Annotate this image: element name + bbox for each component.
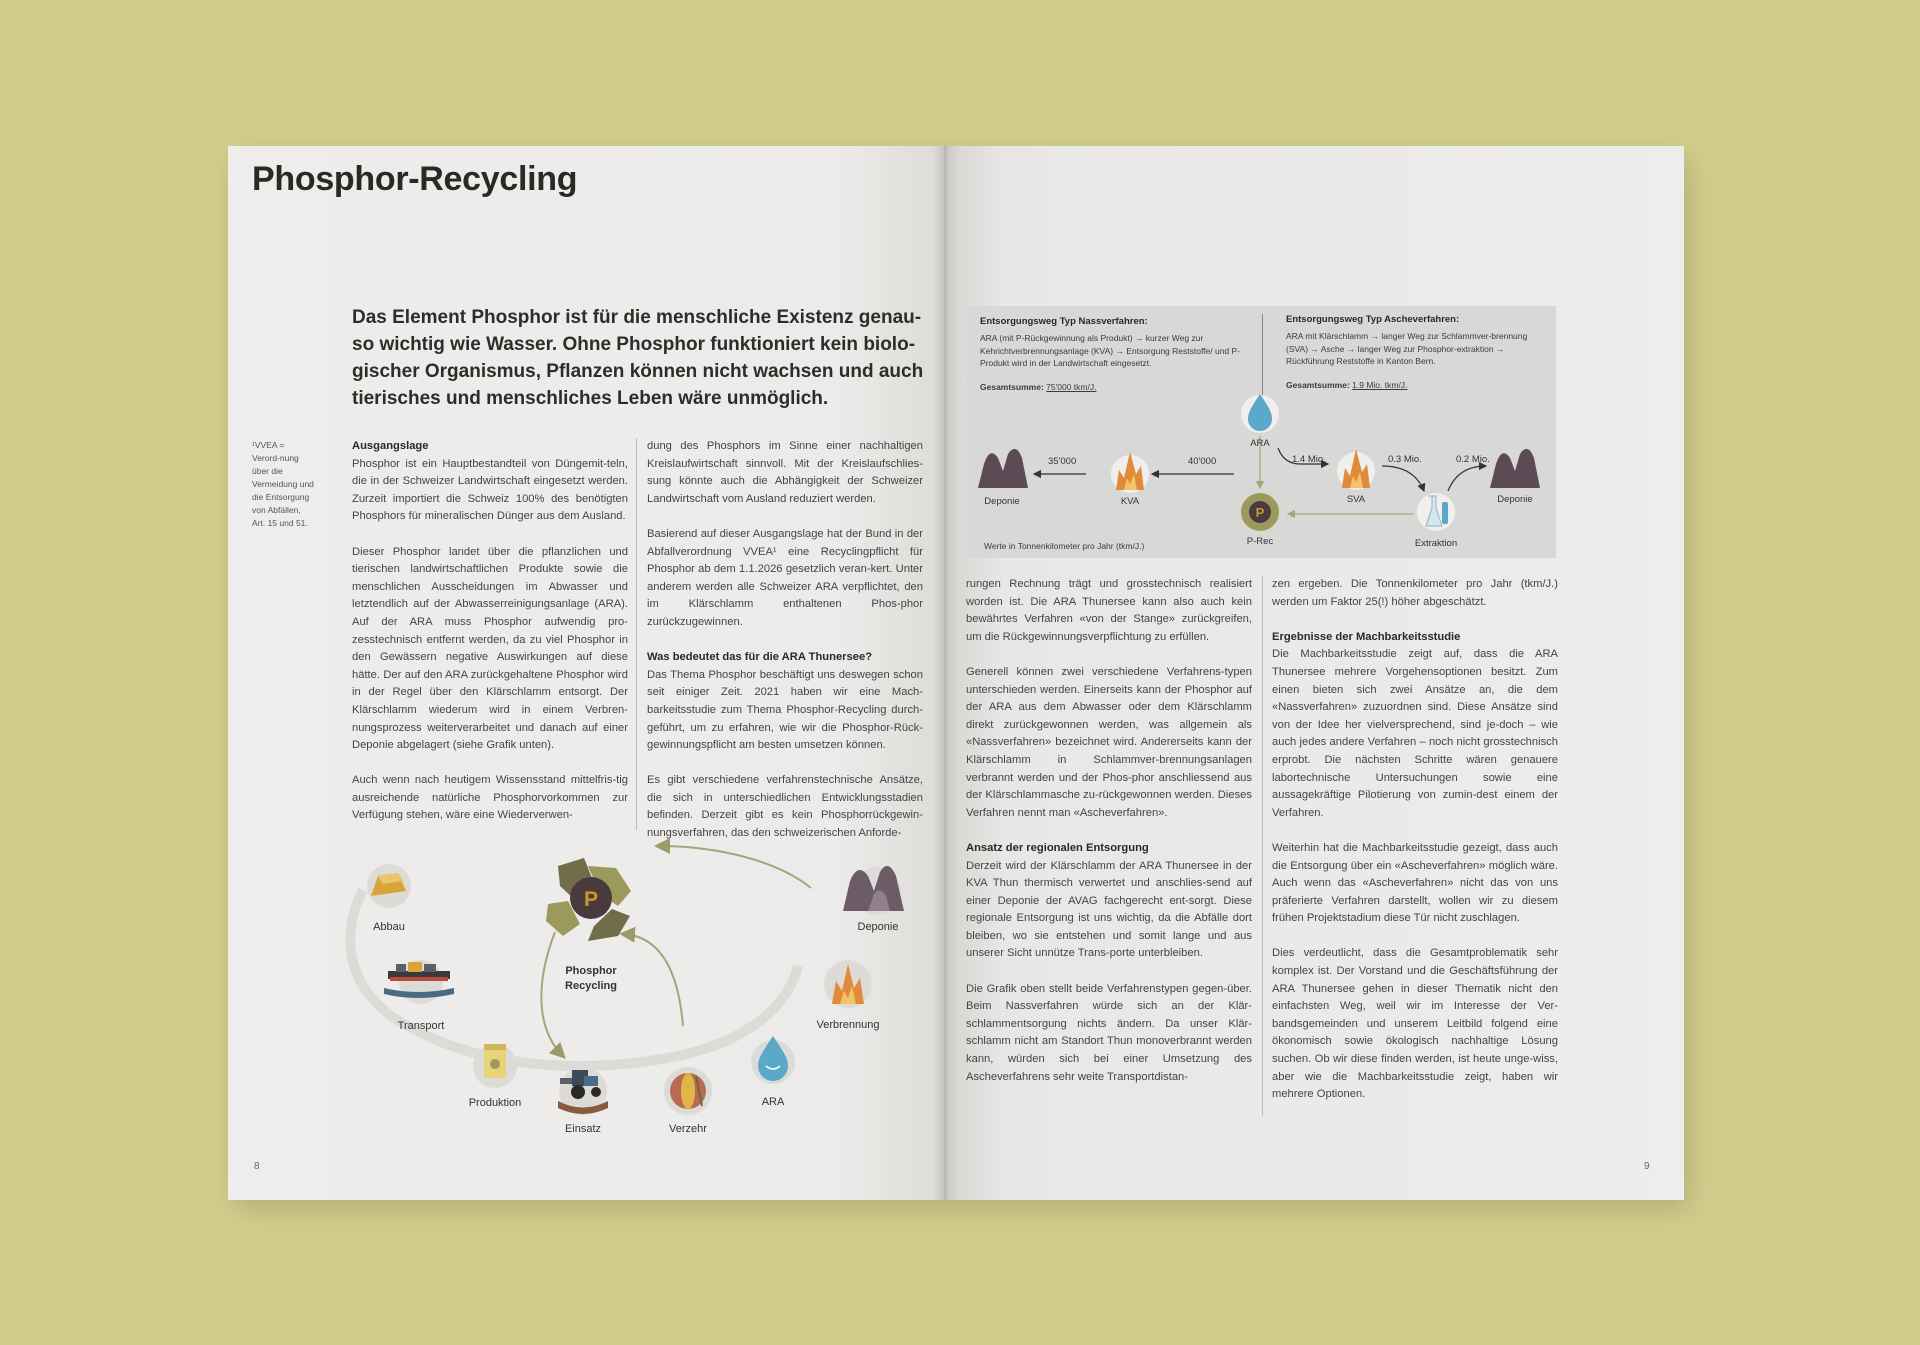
label-deponie: Deponie — [857, 921, 899, 933]
fertilizer-bag-icon — [473, 1044, 517, 1088]
paragraph: Die Grafik oben stellt beide Verfahrenstypen gegen-über. Beim Nassverfahren würde sich an der Klär-schlammentsorgung nichts ändern. Da unser Klär-schlamm nicht am Standort Thun monoverbrannt werden kann, würden sich bei einer Umsetzung des Ascheverfahrens sehr weite Transportdistan- — [966, 982, 1252, 1083]
label-abbau: Abbau — [373, 921, 405, 933]
kva-fire-icon — [1111, 452, 1149, 493]
svg-text:P: P — [583, 888, 599, 911]
paragraph: Es gibt verschiedene verfahrenstechnische Ansätze, die sich in unterschiedlichen Entwicklungsstadien befinden. Derzeit gibt es kein Phosphorrückgewin-nungsverfahren, das den schweizerischen Anforde- — [647, 774, 923, 840]
deponie-left-icon — [978, 449, 1028, 488]
section-heading: Was bedeutet das für die ARA Thunersee? — [647, 651, 873, 664]
node-prec: P-Rec — [1246, 536, 1274, 547]
corn-icon — [664, 1067, 712, 1115]
node-kva: KVA — [1120, 496, 1140, 507]
paragraph: Weiterhin hat die Machbarkeitsstudie gezeigt, dass auch die Entsorgung über ein «Ascheverfahren» möglich wäre. Auch wenn das «Ascheverfahren» nicht das von uns präferierte Verfahren darstellt, wollen wir zu diesem frühen Projektstadium diese Tür nicht zuschlagen. — [1272, 841, 1558, 925]
value-ara-kva: 40'000 — [1188, 456, 1217, 467]
value-extraktion-deponie: 0.2 Mio. — [1456, 454, 1490, 465]
page-title: Phosphor-Recycling — [252, 160, 578, 198]
section-heading: Ergebnisse der Machbarkeitsstudie — [1272, 630, 1461, 643]
right-column-1 — [966, 576, 1252, 1104]
node-deponie-right: Deponie — [1497, 494, 1533, 505]
label-produktion: Produktion — [468, 1097, 522, 1109]
column-divider — [1262, 576, 1263, 1116]
transport-comparison-chart — [966, 306, 1556, 558]
ash-process-total: Gesamtsumme: 1.9 Mio. tkm/J. — [1286, 380, 1408, 390]
tractor-icon — [558, 1067, 608, 1115]
page-number: 9 — [1644, 1161, 1650, 1172]
node-ara: ARA — [1250, 438, 1270, 449]
ara-drop-icon — [1241, 394, 1279, 433]
recycling-icon — [546, 858, 631, 941]
chart-unit-note: Werte in Tonnenkilometer pro Jahr (tkm/J.) — [984, 541, 1145, 551]
paragraph: Dieser Phosphor landet über die pflanzlichen und tierischen landwirtschaftlichen Produkte sowie die menschlichen Ausscheidungen im Abwasser und letztendlich auf der Abwasserreinigungsanlage (ARA). Auf der ARA muss Phosphor aufwendig pro-zesstechnisch entfernt werden, da zu viel Phosphor in den Gewässern negative Auswirkungen auf diese hätte. Der auf den ARA zurückgehaltene Phosphor wird in der Regel über den Klärschlamm entsorgt. Der Klärschlamm wiederum wird in einem Verbren-nungsprozess weiterverarbeitet und danach auf einer Deponie abgelagert (siehe Grafik unten). — [352, 545, 628, 752]
label-verzehr: Verzehr — [669, 1123, 707, 1135]
svg-text:P: P — [1255, 505, 1265, 520]
value-kva-deponie: 35'000 — [1048, 456, 1077, 467]
paragraph: rungen Rechnung trägt und grosstechnisch realisiert worden ist. Die ARA Thunersee kann also auch kein bewährtes Verfahren «von der Stange» zurückgreifen, um die Rückgewinnungsverpflichtung zu erfüllen. — [966, 578, 1252, 643]
label-transport: Transport — [397, 1020, 445, 1032]
ash-process-title: Entsorgungsweg Typ Ascheverfahren: — [1286, 314, 1460, 325]
arrow-from-deponie — [658, 846, 811, 888]
wet-process-title: Entsorgungsweg Typ Nassverfahren: — [980, 316, 1148, 327]
gold-bar-icon — [367, 864, 411, 908]
paragraph: Derzeit wird der Klärschlamm der ARA Thunersee in der KVA Thun thermisch verwertet und anschlies-send auf einer Deponie der AVAG fachgerecht ent-sorgt. Diese regionale Entsorgung ist uns wichtig, da die Abfälle dort bleiben, wo sie entstehen und somit lange und aus unserer Sicht unnütze Trans-porte unterbleiben. — [966, 859, 1252, 960]
wet-process-text: ARA (mit P-Rückgewinnung als Produkt) → kurzer Weg zur Kehrichtverbrennungsanlage (KVA) → Entsorgung Reststoffe/ und P-Produkt wird in der Landwirtschaft eingesetzt. — [980, 333, 1241, 368]
extraction-flask-icon — [1417, 493, 1455, 531]
label-phosphor-recycling: Phosphor Recycling — [565, 965, 617, 992]
paragraph: Generell können zwei verschiedene Verfahrens-typen unterschieden werden. Einerseits kann der Phosphor auf der ARA aus dem Abwasser oder dem Klärschlamm direkt zurückgewonnen werden, was allgemein als «Nassverfahren» bezeichnet wird. Andererseits kann der Klärschlamm in Schlammver-brennungsanlagen verbrannt werden und der Phos-phor anschliessend aus der Klärschlammasche zu-rückgewonnen werden. Dieses Verfahren nennt man «Ascheverfahren». — [966, 665, 1252, 819]
paragraph: Das Thema Phosphor beschäftigt uns deswegen schon seit einiger Zeit. 2021 haben wir eine Mach-barkeitsstudie zum Thema Phosphor-Recycling durch-geführt, um zu erfahren, wie wir die Phosphor-Rück-gewinnungspflicht am besten umsetzen können. — [647, 668, 923, 752]
page-number: 8 — [254, 1161, 260, 1172]
deponie-right-icon — [1490, 449, 1540, 488]
node-extraktion: Extraktion — [1414, 538, 1458, 549]
paragraph: dung des Phosphors im Sinne einer nachhaltigen Kreislaufwirtschaft sinnvoll. Mit der Kreislaufschlies-sung könnte auch die Abhängigkeit der Schweizer Landwirtschaft vom Ausland reduziert werden. — [647, 440, 923, 505]
arrow-sva-extraktion — [1382, 466, 1424, 491]
fire-icon — [824, 960, 872, 1008]
prec-recycling-icon — [1241, 493, 1279, 531]
lead-paragraph: Das Element Phosphor ist für die menschliche Existenz genau-so wichtig wie Wasser. Ohne Phosphor funktioniert kein biolo-gischer Organismus, Pflanzen können nicht wachsen und auch tierisches und menschliches Leben wäre unmöglich. — [352, 307, 924, 409]
paragraph: zen ergeben. Die Tonnenkilometer pro Jahr (tkm/J.) werden um Faktor 25(!) höher abgeschätzt. — [1272, 578, 1558, 608]
label-verbrennung: Verbrennung — [816, 1019, 880, 1031]
label-einsatz: Einsatz — [564, 1123, 602, 1135]
phosphor-cycle-diagram — [228, 146, 944, 1200]
water-drop-icon — [751, 1036, 795, 1084]
paragraph: Die Machbarkeitsstudie zeigt auf, dass die ARA Thunersee mehrere Vorgehensoptionen besitzt. Zum einen bieten sich zwei Ansätze an, die dem «Nassverfahren» zuzuordnen sind. Diese Ansätze sind von der Idee her vielversprechend, sind je-doch – wie auch jedes andere Verfahren – noch nicht grosstechnisch erprobt. Die nächsten Schritte wären genauere labortechnische Untersuchungen sowie eine aussagekräftige Pilotierung von zumin-dest einem der Verfahren. — [1272, 648, 1558, 819]
ship-icon — [384, 960, 454, 1004]
footnote: ¹VVEA = Verord-nung über die Vermeidung und die Entsorgung von Abfällen, Art. 15 und 51. — [252, 440, 314, 528]
value-sva-extraktion: 0.3 Mio. — [1388, 454, 1422, 465]
section-heading: Ausgangslage — [352, 440, 429, 452]
sva-fire-icon — [1337, 449, 1375, 490]
paragraph: Basierend auf dieser Ausgangslage hat der Bund in der Abfallverordnung VVEA¹ eine Recyclingpflicht für Phosphor ab dem 1.1.2026 gesetzlich veran-kert. Unter anderem werden alle Schweizer ARA verpflichtet, den im Klärschlamm enthaltenen Phos-phor zurückzugewinnen. — [647, 527, 923, 628]
left-page — [228, 146, 944, 1200]
arrow-to-einsatz — [541, 932, 563, 1056]
label-ara: ARA — [761, 1096, 785, 1108]
paragraph: Auch wenn nach heutigem Wissensstand mittelfris-tig ausreichende natürliche Phosphorvorkommen zur Verfügung stehen, wäre eine Wiederverwen- — [352, 774, 628, 822]
right-column-2 — [1272, 576, 1558, 1121]
paragraph: Phosphor ist ein Hauptbestandteil von Düngemit-teln, die in der Schweizer Landwirtschaft eingesetzt werden. Zurzeit importiert die Schweiz 100% des benötigten Phosphors für mineralischen Dünger aus dem Ausland. — [352, 457, 628, 523]
landfill-icon — [843, 866, 904, 915]
paragraph: Dies verdeutlicht, dass die Gesamtproblematik sehr komplex ist. Der Vorstand und die Geschäftsführung der ARA Thunersee gehen in dieser Thematik nicht den einfachsten Weg, weil wir im Interesse der Ver-bandsgemeinden und unserem Leitbild folgend eine ökonomisch sowie ökologisch nachhaltige Lösung suchen. Ob wir diese finden werden, ist heute unge-wiss, aber wie die Machbarkeitsstudie zeigt, haben wir mehrere Optionen. — [1272, 947, 1558, 1101]
section-heading: Ansatz der regionalen Entsorgung — [966, 841, 1149, 854]
node-sva: SVA — [1346, 494, 1366, 505]
flow-diagram — [966, 306, 1556, 558]
value-ara-sva: 1.4 Mio. — [1292, 454, 1326, 465]
book-gutter — [933, 146, 957, 1200]
arrow-extraktion-deponie — [1448, 466, 1486, 491]
ash-process-text: ARA mit Klärschlamm → langer Weg zur Schlammver-brennung (SVA) → Asche → langer Weg zur Phosphor-extraktion → Rückführung Reststoffe in Kanton Bern. — [1286, 331, 1528, 366]
node-deponie-left: Deponie — [984, 496, 1020, 507]
brochure-spread — [228, 146, 1684, 1200]
right-page — [944, 146, 1684, 1200]
wet-process-total: Gesamtsumme: 75'000 tkm/J. — [980, 382, 1097, 392]
